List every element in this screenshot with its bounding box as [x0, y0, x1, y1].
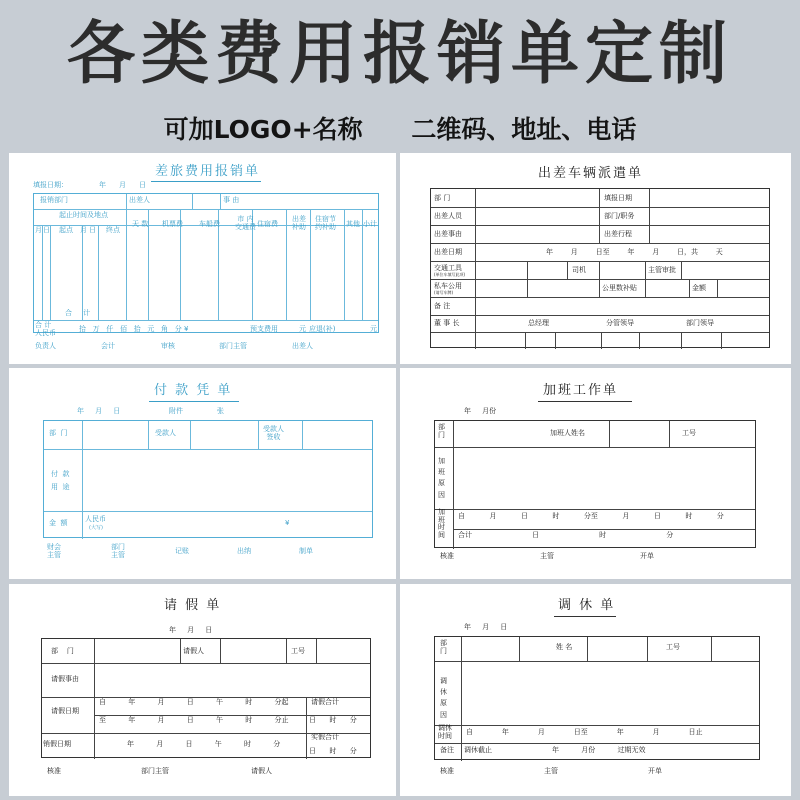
title-underline — [149, 401, 239, 402]
total-row-label: 合 计 — [65, 309, 91, 317]
chairman-label: 董 事 长 — [434, 319, 460, 327]
day-label: 日 — [139, 181, 146, 189]
sig-bookkeeping: 记账 — [175, 547, 189, 555]
name-label: 加班人姓名 — [550, 429, 585, 437]
period-label: 请假日期 — [51, 707, 79, 715]
amount-label: 金 额 — [49, 519, 68, 527]
attach-label: 附件 — [169, 407, 183, 415]
time-label: 加 班 时 间 — [438, 508, 445, 540]
month-col-label: 月 — [35, 226, 42, 234]
sig-cashier: 出纳 — [237, 547, 251, 555]
end-line: 至 年 月 日 午 时 分止 — [99, 716, 289, 724]
sig-issuer: 开单 — [640, 552, 654, 560]
employee-no-label: 工号 — [291, 647, 305, 655]
payment-voucher-form-card — [9, 368, 396, 579]
month-label: 月 — [119, 181, 126, 189]
amount-units: 拾 万 仟 佰 拾 元 角 分 ¥ — [79, 325, 189, 333]
date-range: 年 月 日至 年 月 日，共 天 — [546, 248, 723, 256]
vehicle-form-title: 出差车辆派遣单 — [538, 166, 644, 181]
sig-accountant: 会计 — [101, 342, 115, 350]
purpose-label: 付 款 用 途 — [51, 470, 70, 492]
payment-form-title: 付 款 凭 单 — [154, 383, 233, 398]
approver-label: 主管审批 — [648, 266, 676, 274]
km-subsidy-label: 公里数补贴 — [602, 284, 637, 292]
day-col2-label: 日 — [89, 226, 96, 234]
advance-yuan: 元 — [299, 325, 306, 333]
sig-traveler: 出差人 — [292, 342, 313, 350]
vehicle-grid — [430, 188, 770, 348]
title-underline — [554, 616, 616, 617]
date-label: 出差日期 — [434, 248, 462, 256]
employee-no-label: 工号 — [666, 643, 680, 651]
sig-applicant: 请假人 — [251, 767, 272, 775]
time-place-label: 起止时间及地点 — [59, 211, 108, 219]
private-car-note: (请写车牌) — [434, 290, 454, 295]
driver-label: 司机 — [572, 266, 586, 274]
sig-approve: 核准 — [440, 552, 454, 560]
upper-case-note: (大写) — [89, 525, 103, 531]
sig-supervisor: 主管 — [544, 767, 558, 775]
dept-label: 报销部门 — [40, 196, 68, 204]
transport-label: 交通工具 — [434, 264, 462, 272]
dept-leader-label: 部门领导 — [686, 319, 714, 327]
banner-title: 各类费用报销单定制 — [66, 15, 733, 94]
year-label: 年 — [99, 181, 106, 189]
airfare-col-label: 机票费 — [162, 220, 183, 228]
compensatory-leave-form-card — [400, 584, 791, 796]
meal-subsidy-col-label: 住宿节 约补助 — [315, 215, 336, 231]
sig-audit: 审核 — [161, 342, 175, 350]
sig-dept-head: 部门主管 — [141, 767, 169, 775]
sig-responsible: 负责人 — [35, 342, 56, 350]
rmb-total-label: 合 计 人民币 — [35, 321, 56, 337]
sig-issuer: 开单 — [648, 767, 662, 775]
name-label: 姓 名 — [556, 643, 573, 651]
sig-dept-head: 部门 主管 — [111, 543, 125, 559]
amount-label: 金额 — [692, 284, 706, 292]
subsidy-col-label: 出差 补助 — [292, 215, 306, 231]
leave-request-form-card — [9, 584, 396, 796]
advance-label: 预支费用 — [250, 325, 278, 333]
vehicle-dispatch-form-card — [400, 153, 791, 364]
actual-label: 实假合计 — [311, 733, 339, 741]
subtitle-logo-text: 可加LOGO+名称 — [163, 115, 363, 144]
subtitle-contact-text: 二维码、地址、电话 — [411, 115, 637, 144]
start-line: 自 年 月 日 午 时 分起 — [99, 698, 289, 706]
expire-line: 年 月份 过期无效 — [552, 746, 646, 754]
transport-note: (单位车填写此项) — [434, 272, 466, 277]
total-label: 请假合计 — [311, 698, 339, 706]
vehicle-col-label: 车船费 — [199, 220, 220, 228]
matter-label: 出差事由 — [434, 230, 462, 238]
reason-label: 调 休 原 因 — [440, 677, 447, 719]
payee-sign-label: 受款人 签收 — [263, 425, 284, 441]
yen-symbol: ¥ — [285, 519, 290, 527]
cancel-line: 年 月 日 午 时 分 — [127, 740, 281, 748]
overtime-form-card — [400, 368, 791, 579]
fill-date-label: 填报日期 — [604, 194, 632, 202]
time-label: 调休 时间 — [438, 724, 452, 740]
time-range: 自 月 日 时 分至 月 日 时 分 — [458, 512, 724, 520]
payee-label: 受款人 — [155, 429, 176, 437]
local-transport-col-label: 市 内 交通费 — [235, 215, 256, 231]
applicant-label: 请假人 — [183, 647, 204, 655]
day-col-label: 日 — [43, 226, 50, 234]
total-line: 合计 日 时 分 — [458, 531, 674, 539]
date-line: 年 月 日 — [464, 623, 508, 631]
banner-subtitle — [0, 110, 800, 146]
remark-label: 备 注 — [434, 302, 451, 310]
dept-label: 部 门 — [49, 429, 68, 437]
total-units: 日 时 分 — [309, 716, 357, 724]
hotel-col-label: 住宿费 — [257, 220, 278, 228]
reason-label: 事 由 — [223, 196, 240, 204]
sig-dept-head: 部门主管 — [219, 342, 247, 350]
travel-expense-form-card — [9, 153, 396, 364]
rmb-label: 人民币 — [85, 515, 106, 523]
cancel-label: 销假日期 — [43, 740, 71, 748]
month-col2-label: 月 — [80, 226, 87, 234]
comp-grid — [434, 636, 760, 760]
leader-label: 分管领导 — [606, 319, 634, 327]
remark-label: 备注 — [440, 746, 454, 754]
overtime-grid — [434, 420, 756, 548]
private-car-label: 私车公用 — [434, 282, 462, 290]
date-line: 年 月 日 — [77, 407, 121, 415]
position-label: 部门/职务 — [604, 212, 635, 220]
reason-label: 加 班 原 因 — [438, 457, 445, 499]
dept-label: 部 门 — [440, 639, 447, 655]
staff-label: 出差人员 — [434, 212, 462, 220]
dept-label: 部 门 — [51, 647, 74, 655]
employee-no-label: 工号 — [682, 429, 696, 437]
reason-label: 请假事由 — [51, 675, 79, 683]
subtotal-col-label: 小计 — [363, 220, 377, 228]
due-label: 应退(补) — [309, 325, 336, 333]
comp-form-title: 调 休 单 — [558, 598, 616, 613]
travel-form-title: 差旅费用报销单 — [155, 164, 261, 179]
title-underline — [538, 401, 632, 402]
title-underline — [151, 181, 261, 182]
start-col-label: 起点 — [59, 226, 73, 234]
traveler-label: 出差人 — [129, 196, 150, 204]
actual-units: 日 时 分 — [309, 747, 357, 755]
expire-label: 调休截止 — [464, 746, 492, 754]
overtime-form-title: 加班工作单 — [543, 383, 619, 398]
other-col-label: 其他 — [346, 220, 360, 228]
end-col-label: 终点 — [106, 226, 120, 234]
zhang-label: 张 — [217, 407, 224, 415]
sig-finance: 财会 主管 — [47, 543, 61, 559]
date-line: 年 月 日 — [169, 626, 213, 634]
time-range: 自 年 月 日至 年 月 日止 — [466, 728, 703, 736]
dept-label: 部 门 — [434, 194, 451, 202]
sig-supervisor: 主管 — [540, 552, 554, 560]
sig-preparer: 制单 — [299, 547, 313, 555]
date-line: 年 月份 — [464, 407, 497, 415]
due-yuan: 元 — [370, 325, 377, 333]
fill-date-label: 填报日期： — [33, 181, 68, 189]
gm-label: 总经理 — [528, 319, 549, 327]
route-label: 出差行程 — [604, 230, 632, 238]
dept-label: 部 门 — [438, 423, 445, 439]
leave-form-title: 请 假 单 — [164, 598, 222, 613]
days-col-label: 天 数 — [132, 220, 149, 228]
sig-approve: 核准 — [440, 767, 454, 775]
sig-approve: 核准 — [47, 767, 61, 775]
